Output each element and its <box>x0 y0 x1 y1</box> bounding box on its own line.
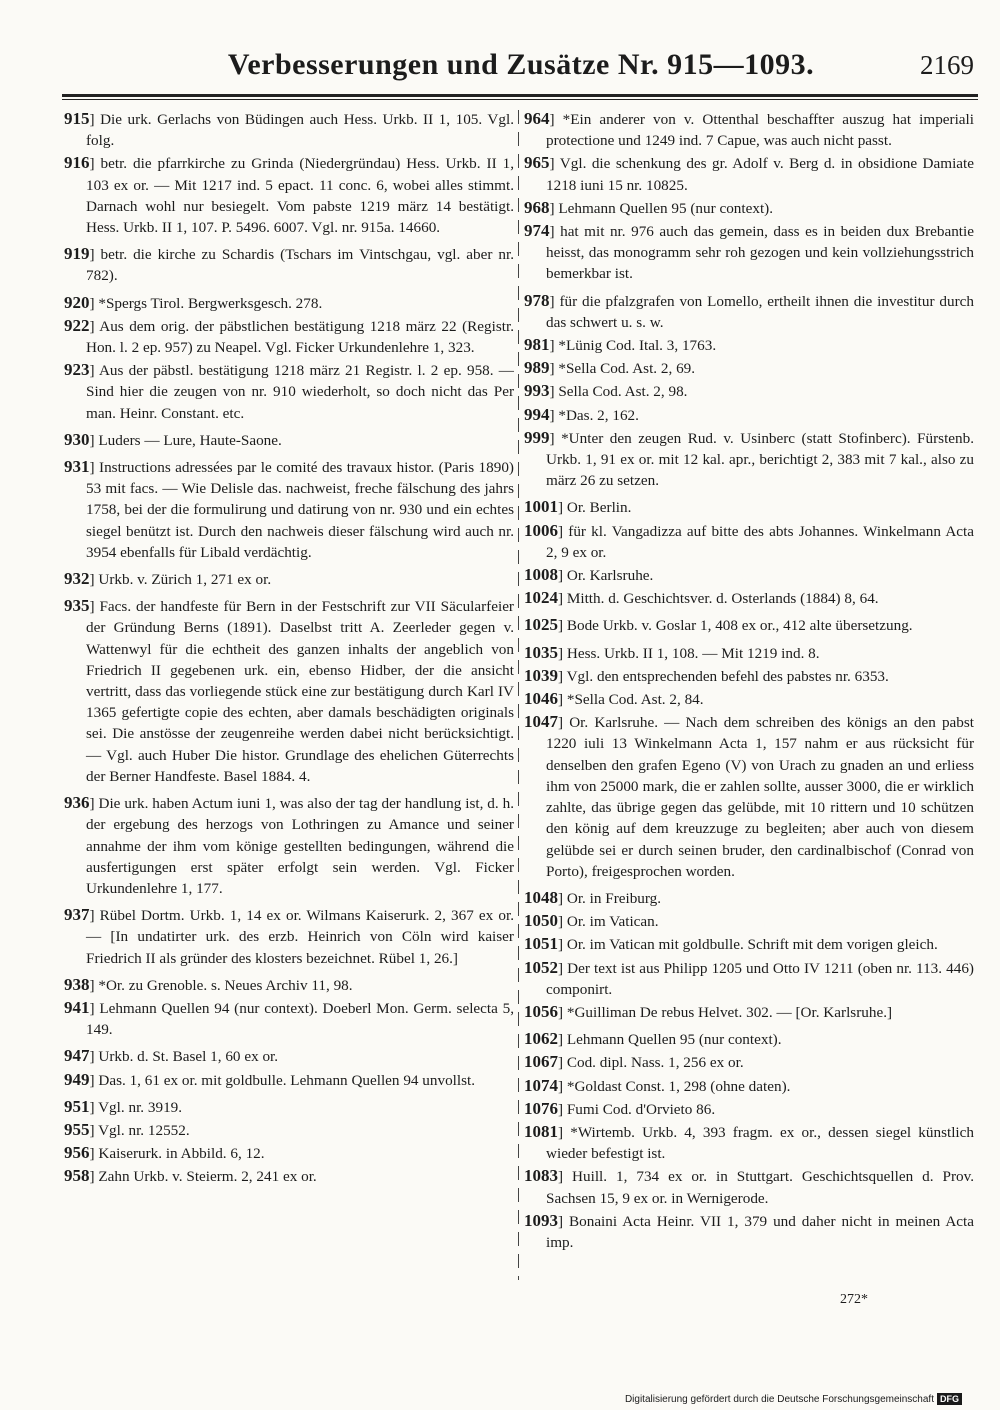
entry-text: Or. im Vatican mit goldbulle. Schrift mit dem vorigen gleich. <box>566 936 938 954</box>
entry-number: 993 <box>524 381 550 401</box>
entry-936 <box>64 792 514 899</box>
entry-text: Huill. 1, 734 ex or. in Stuttgart. Geschichtsquellen d. Prov. Sachsen 15, 9 ex or. in Wernigerode. <box>546 1168 974 1207</box>
entry-bracket: ] <box>549 155 560 173</box>
entry-bracket: ] <box>558 567 567 585</box>
entry-number: 938 <box>64 974 90 994</box>
entry-text: *Lünig Cod. Ital. 3, 1763. <box>558 337 717 355</box>
entry-number: 951 <box>64 1096 90 1116</box>
signature-mark: 272* <box>840 1292 868 1307</box>
entry-923 <box>64 359 514 424</box>
entry-text: Urkb. d. St. Basel 1, 60 ex or. <box>98 1048 279 1066</box>
entry-text: Or. Karlsruhe. — Nach dem schreiben des königs an den pabst 1220 iuli 13 Winkelmann Acta 1, 157 nahm er aus rücksicht für denselben den grafen Egeno (V) von Urach zu gnaden an und erliess ihm von 25000 mark, die er zahlen sollte, ausser 3000, die er wirklich zahlte, das übrige gegen das gelübde, mit 10 rittern und 10 schützen den könig auf dem kreuzzuge zu begleiten; aber auch von diesem gelübde sei er durch seinen bruder, den cardinalbischof (Conrad von Porto), freigesprochen worden. <box>546 714 975 880</box>
entry-text: Bode Urkb. v. Goslar 1, 408 ex or., 412 alte übersetzung. <box>566 617 913 635</box>
entry-text: *Sella Cod. Ast. 2, 69. <box>558 360 696 378</box>
entry-number: 932 <box>64 569 90 589</box>
entry-text: Lehmann Quellen 94 (nur context). Doeberl Mon. Germ. selecta 5, 149. <box>86 999 514 1039</box>
entry-1093 <box>524 1210 974 1253</box>
entry-number: 920 <box>64 292 90 312</box>
entry-993 <box>524 380 974 402</box>
entry-bracket: ] <box>89 1168 99 1186</box>
entry-text: Aus der päbstl. bestätigung 1218 märz 21 Registr. l. 2 ep. 958. — Sind hier die zeugen von nr. 910 wiederholt, so doch nicht das Per man. Heinr. Constant. etc. <box>86 362 514 422</box>
entry-number: 1076 <box>524 1098 558 1118</box>
entry-bracket: ] <box>89 976 99 994</box>
entry-text: *Unter den zeugen Rud. v. Usinberc (statt Stofinberc). Fürstenb. Urkb. 1, 91 ex or. mit 12 kal. apr., berichtigt 2, 383 mit 7 kal., also zu märz 26 zu setzen. <box>546 429 975 490</box>
entry-bracket: ] <box>89 459 100 477</box>
entry-1035 <box>524 642 974 664</box>
entry-number: 981 <box>524 335 550 355</box>
entry-number: 930 <box>64 429 90 449</box>
entry-text: Facs. der handfeste für Bern in der Festschrift zur VII Säcularfeier der Gründung Berns (1891). Daselbst tritt A. Zeerleder gegen v. Wattenwyl für die echtheit des ganzen inhalts der angeblich von Friedrich II gegebenen urk. ein, ebenso Hidber, der die ansicht vertritt, dass das vorliegende stück eine zur bestätigung durch Karl IV 1365 gefertigte copie des echten, aber damals beschädigten originals sei. Die anstösse der zeugenreihe werden dabei nicht berücksichtigt. — Vgl. auch Huber Die histor. Grundlage des ehelichen Güterrechts der Berner Handfeste. Basel 1884. 4. <box>86 598 514 785</box>
entry-number: 1001 <box>524 497 558 517</box>
entry-number: 919 <box>64 244 90 264</box>
entry-bracket: ] <box>558 667 567 685</box>
entry-number: 935 <box>64 596 90 616</box>
entry-1081 <box>524 1121 974 1164</box>
entry-947 <box>64 1045 514 1067</box>
entry-1062 <box>524 1028 974 1050</box>
entry-number: 978 <box>524 290 550 310</box>
entry-1076 <box>524 1098 974 1120</box>
entry-text: Or. Berlin. <box>566 499 632 517</box>
entry-number: 1081 <box>524 1121 558 1141</box>
entry-text: Or. Karlsruhe. <box>566 567 654 585</box>
entry-number: 968 <box>524 197 550 217</box>
entry-bracket: ] <box>549 360 559 378</box>
right-column <box>524 108 974 1254</box>
entry-text: betr. die pfarrkirche zu Grinda (Niedergründau) Hess. Urkb. II 1, 103 ex or. — Mit 1217 ind. 5 epact. 11 conc. 6, wobei alles stimmt. Darnach wohl nur besiegelt. Vom pabste 1219 märz 14 bestätigt. Hess. Urkb. II 1, 107. P. 5496. 6007. Vgl. nr. 915a. 14660. <box>86 155 514 237</box>
entry-bracket: ] <box>549 199 559 217</box>
entry-text: Zahn Urkb. v. Steierm. 2, 241 ex or. <box>98 1168 317 1186</box>
entry-bracket: ] <box>558 1123 571 1141</box>
entry-bracket: ] <box>89 1121 99 1139</box>
entry-964 <box>524 108 974 151</box>
entry-955 <box>64 1119 514 1141</box>
header-rule-thick <box>62 94 978 97</box>
page-title: Verbesserungen und Zusätze Nr. 915—1093. <box>227 48 815 81</box>
entry-bracket: ] <box>89 1145 99 1163</box>
left-column <box>64 108 514 1189</box>
entry-bracket: ] <box>558 691 567 709</box>
entry-bracket: ] <box>558 499 567 517</box>
dfg-logo-icon: DFG <box>937 1393 962 1405</box>
entry-text: Luders — Lure, Haute-Saone. <box>98 431 282 449</box>
entry-number: 1047 <box>524 712 558 732</box>
entry-1024 <box>524 587 974 609</box>
entry-number: 941 <box>64 997 90 1017</box>
entry-text: Das. 1, 61 ex or. mit goldbulle. Lehmann Quellen 94 unvollst. <box>98 1071 476 1089</box>
entry-931 <box>64 456 514 563</box>
entry-1046 <box>524 688 974 710</box>
entry-968 <box>524 197 974 219</box>
page-number: 2169 <box>920 50 974 80</box>
entry-number: 1083 <box>524 1166 558 1186</box>
entry-text: hat mit nr. 976 auch das gemein, dass es in beiden dux Brebantie heisst, das monogramm sehr roh gezogen und kein vollziehungsstrich bemerkbar ist. <box>546 223 974 283</box>
entry-text: Kaiserurk. in Abbild. 6, 12. <box>98 1145 265 1163</box>
entry-1056 <box>524 1001 974 1023</box>
entry-text: Mitth. d. Geschichtsver. d. Osterlands (1884) 8, 64. <box>566 590 879 608</box>
entry-bracket: ] <box>89 1048 99 1066</box>
entry-bracket: ] <box>549 383 559 401</box>
entry-941 <box>64 997 514 1040</box>
entry-text: Rübel Dortm. Urkb. 1, 14 ex or. Wilmans Kaiserurk. 2, 367 ex or. — [In undatirter urk. des erzb. Heinrich von Cöln wird kaiser Friedrich II als gründer des klosters bezeichnet. Rübel 1, 26.] <box>86 907 514 967</box>
entry-text: für kl. Vangadizza auf bitte des abts Johannes. Winkelmann Acta 2, 9 ex or. <box>546 522 975 561</box>
entry-number: 956 <box>64 1143 90 1163</box>
entry-number: 958 <box>64 1166 90 1186</box>
entry-text: *Sella Cod. Ast. 2, 84. <box>566 691 704 709</box>
entry-number: 915 <box>64 109 90 128</box>
entry-number: 994 <box>524 404 550 424</box>
entry-994 <box>524 404 974 426</box>
entry-949 <box>64 1069 514 1091</box>
footer <box>625 1393 962 1405</box>
entry-bracket: ] <box>89 907 100 925</box>
entry-text: *Wirtemb. Urkb. 4, 393 fragm. ex or., dessen siegel künstlich wieder befestigt ist. <box>546 1123 974 1163</box>
entry-1051 <box>524 933 974 955</box>
entry-981 <box>524 334 974 356</box>
entry-text: Vgl. nr. 3919. <box>98 1098 183 1116</box>
entry-974 <box>524 220 974 285</box>
entry-number: 922 <box>64 315 90 335</box>
entry-text: Die urk. haben Actum iuni 1, was also der tag der handlung ist, d. h. der ergebung des herzogs von Lothringen zu Amance und seiner annahme der ihm vom könige gestellten bedingungen, während die ausfertigungen erst später erfolgt sein werden. Vgl. Ficker Urkundenlehre 1, 177. <box>86 795 514 897</box>
entry-text: Cod. dipl. Nass. 1, 256 ex or. <box>566 1054 744 1072</box>
entry-bracket: ] <box>558 1003 567 1021</box>
entry-number: 1056 <box>524 1001 558 1021</box>
entry-text: für die pfalzgrafen von Lomello, ertheilt ihnen die investitur durch das schwert u. s. w. <box>546 292 974 331</box>
entry-1006 <box>524 520 974 563</box>
entry-bracket: ] <box>558 522 569 540</box>
entry-number: 1052 <box>524 957 558 977</box>
entry-number: 1093 <box>524 1210 558 1230</box>
entry-919 <box>64 243 514 286</box>
entry-1052 <box>524 957 974 1000</box>
entry-text: Vgl. den entsprechenden befehl des pabstes nr. 6353. <box>566 667 889 685</box>
entry-bracket: ] <box>89 1098 99 1116</box>
entry-1050 <box>524 910 974 932</box>
footer-credit: Digitalisierung gefördert durch die Deutsche Forschungsgemeinschaft <box>624 1393 934 1405</box>
entry-978 <box>524 290 974 333</box>
entry-bracket: ] <box>89 795 99 813</box>
entry-1048 <box>524 887 974 909</box>
entry-number: 1008 <box>524 565 558 585</box>
entry-bracket: ] <box>89 362 99 380</box>
entry-number: 1048 <box>524 887 558 907</box>
entry-text: Fumi Cod. d'Orvieto 86. <box>566 1100 716 1118</box>
entry-bracket: ] <box>89 155 101 173</box>
entry-number: 1074 <box>524 1075 558 1095</box>
entry-bracket: ] <box>549 429 562 447</box>
entry-number: 1025 <box>524 615 558 635</box>
entry-bracket: ] <box>549 292 560 310</box>
entry-916 <box>64 152 514 238</box>
entry-text: *Guilliman De rebus Helvet. 302. — [Or. Karlsruhe.] <box>566 1003 893 1021</box>
entry-1047 <box>524 711 974 882</box>
entry-number: 955 <box>64 1119 90 1139</box>
entry-bracket: ] <box>89 999 100 1017</box>
entry-956 <box>64 1142 514 1164</box>
entry-999 <box>524 427 974 492</box>
entry-965 <box>524 152 974 195</box>
entry-bracket: ] <box>549 406 559 424</box>
entry-number: 1050 <box>524 911 558 931</box>
page-header <box>62 46 980 90</box>
entry-bracket: ] <box>558 590 567 608</box>
entry-bracket: ] <box>558 959 568 977</box>
entry-1039 <box>524 665 974 687</box>
entry-bracket: ] <box>549 337 559 355</box>
entry-935 <box>64 595 514 787</box>
entry-bracket: ] <box>558 1168 573 1186</box>
entry-number: 1062 <box>524 1029 558 1049</box>
entry-number: 1051 <box>524 934 558 954</box>
entry-text: *Goldast Const. 1, 298 (ohne daten). <box>566 1077 791 1095</box>
entry-915 <box>64 108 514 151</box>
entry-number: 916 <box>64 153 90 173</box>
entry-bracket: ] <box>558 644 567 662</box>
entry-number: 965 <box>524 153 550 173</box>
entry-bracket: ] <box>549 223 561 241</box>
entry-bracket: ] <box>558 617 567 635</box>
entry-number: 989 <box>524 358 550 378</box>
entry-bracket: ] <box>558 936 567 954</box>
entry-bracket: ] <box>558 1100 567 1118</box>
entry-number: 999 <box>524 427 550 447</box>
entry-text: Der text ist aus Philipp 1205 und Otto IV 1211 (oben nr. 113. 446) componirt. <box>546 959 974 998</box>
entry-1067 <box>524 1051 974 1073</box>
entry-text: Instructions adressées par le comité des travaux histor. (Paris 1890) 53 mit facs. — Wie Delisle das. nachweist, freche fälschung des jahrs 1758, bei der die formulirung und datirung von nr. 930 und ein echtes siegel benützt ist. Durch den nachweis dieser fälschung wird auch nr. 3954 ebenfalls für Libald verdächtig. <box>86 459 514 561</box>
entry-text: Vgl. nr. 12552. <box>98 1121 190 1139</box>
entry-bracket: ] <box>558 1031 567 1049</box>
entry-1001 <box>524 496 974 518</box>
entry-bracket: ] <box>89 111 101 128</box>
entry-bracket: ] <box>558 714 570 732</box>
entry-text: Or. im Vatican. <box>566 913 659 931</box>
entry-958 <box>64 1165 514 1187</box>
entry-number: 1039 <box>524 665 558 685</box>
entry-number: 923 <box>64 360 90 380</box>
column-divider <box>518 110 519 1280</box>
entry-bracket: ] <box>89 246 101 264</box>
entry-922 <box>64 315 514 358</box>
entry-number: 1067 <box>524 1052 558 1072</box>
entry-bracket: ] <box>89 294 99 312</box>
entry-bracket: ] <box>89 571 99 589</box>
entry-bracket: ] <box>558 889 567 907</box>
entry-text: Die urk. Gerlachs von Büdingen auch Hess. Urkb. II 1, 105. Vgl. folg. <box>86 111 514 150</box>
entry-number: 1046 <box>524 689 558 709</box>
entry-bracket: ] <box>89 1071 99 1089</box>
entry-1025 <box>524 614 974 636</box>
entry-number: 1035 <box>524 642 558 662</box>
entry-1083 <box>524 1165 974 1208</box>
entry-1074 <box>524 1075 974 1097</box>
entry-number: 937 <box>64 905 90 925</box>
entry-text: Or. in Freiburg. <box>566 889 662 907</box>
entry-number: 964 <box>524 109 550 128</box>
entry-text: Vgl. die schenkung des gr. Adolf v. Berg d. in obsidione Damiate 1218 iuni 15 nr. 10825. <box>546 155 974 194</box>
entry-bracket: ] <box>558 1212 569 1230</box>
entry-number: 949 <box>64 1069 90 1089</box>
entry-text: Lehmann Quellen 95 (nur context). <box>566 1031 782 1049</box>
entry-text: Hess. Urkb. II 1, 108. — Mit 1219 ind. 8. <box>566 644 820 662</box>
entry-number: 936 <box>64 793 90 813</box>
entry-text: *Spergs Tirol. Bergwerksgesch. 278. <box>98 294 323 312</box>
entry-text: Sella Cod. Ast. 2, 98. <box>558 383 688 401</box>
entry-bracket: ] <box>549 111 563 128</box>
entry-text: *Das. 2, 162. <box>558 406 639 424</box>
entry-bracket: ] <box>89 598 100 616</box>
entry-number: 974 <box>524 221 550 241</box>
entry-930 <box>64 429 514 451</box>
entry-text: Urkb. v. Zürich 1, 271 ex or. <box>98 571 272 589</box>
entry-number: 1024 <box>524 588 558 608</box>
entry-text: Aus dem orig. der päbstlichen bestätigung 1218 märz 22 (Registr. Hon. l. 2 ep. 957) zu Neapel. Vgl. Ficker Urkundenlehre 1, 323. <box>86 317 514 357</box>
entry-number: 931 <box>64 457 90 477</box>
entry-text: Bonaini Acta Heinr. VII 1, 379 und daher nicht in meinen Acta imp. <box>546 1212 974 1251</box>
entry-bracket: ] <box>558 1077 567 1095</box>
entry-text: betr. die kirche zu Schardis (Tschars im Vintschgau, vgl. aber nr. 782). <box>86 246 515 285</box>
entry-1008 <box>524 564 974 586</box>
entry-920 <box>64 292 514 314</box>
entry-932 <box>64 568 514 590</box>
entry-bracket: ] <box>558 1054 567 1072</box>
entry-938 <box>64 974 514 996</box>
entry-989 <box>524 357 974 379</box>
header-rule-thin <box>62 99 978 100</box>
entry-937 <box>64 904 514 969</box>
entry-bracket: ] <box>558 913 567 931</box>
entry-bracket: ] <box>89 431 99 449</box>
entry-bracket: ] <box>89 317 100 335</box>
entry-text: Lehmann Quellen 95 (nur context). <box>558 199 774 217</box>
entry-number: 947 <box>64 1046 90 1066</box>
entry-number: 1006 <box>524 520 558 540</box>
entry-951 <box>64 1096 514 1118</box>
entry-text: *Or. zu Grenoble. s. Neues Archiv 11, 98. <box>98 976 353 994</box>
entry-text: *Ein anderer von v. Ottenthal beschaffter auszug hat imperiali protectione und 1249 ind. 7 Capue, was auch nicht passt. <box>546 111 974 150</box>
